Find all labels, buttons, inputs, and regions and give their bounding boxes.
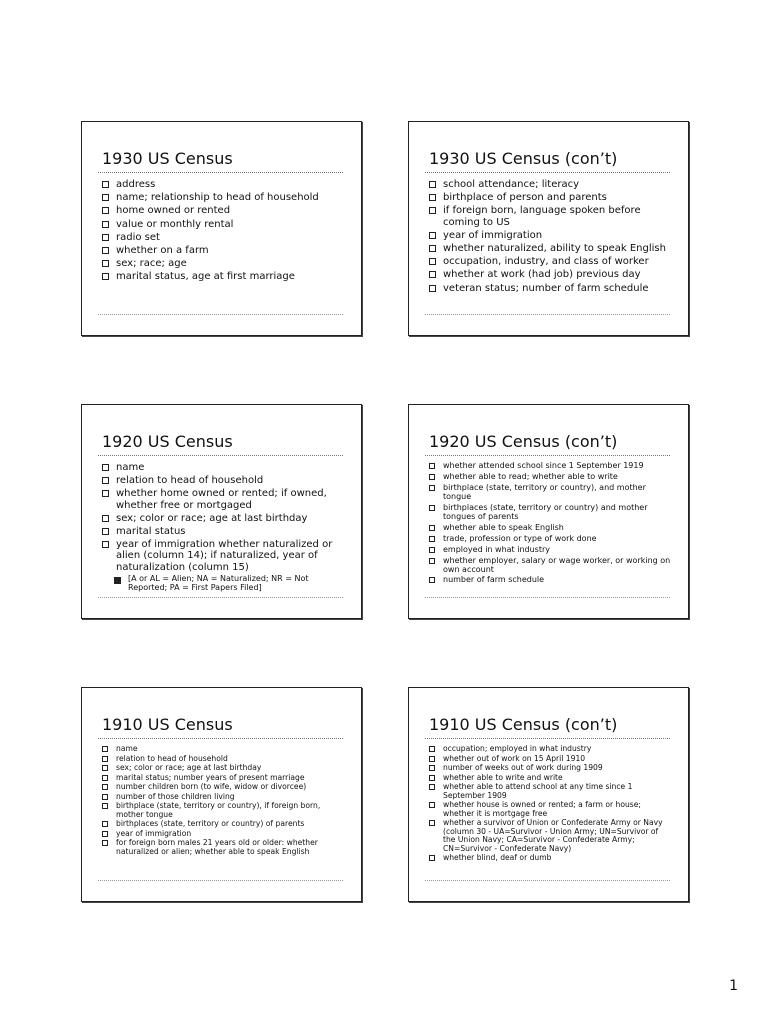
checkbox-bullet-icon (102, 794, 108, 800)
list-item: whether naturalized, ability to speak English (429, 243, 672, 254)
list-item: birthplace (state, territory or country), if foreign born, mother tongue (102, 802, 345, 819)
list-item: number of those children living (102, 793, 345, 802)
checkbox-bullet-icon (102, 515, 109, 522)
list-item: employed in what industry (429, 546, 672, 555)
list-item: marital status, age at first marriage (102, 271, 345, 282)
checkbox-bullet-icon (102, 181, 109, 188)
list-item: name (102, 462, 345, 473)
checkbox-bullet-icon (102, 207, 109, 214)
list-item: whether employer, salary or wage worker, or working on own account (429, 557, 672, 575)
checkbox-bullet-icon (429, 271, 436, 278)
slide-1930-census-cont (408, 121, 689, 336)
list-item: year of immigration (429, 230, 672, 241)
checkbox-bullet-icon (429, 775, 435, 781)
list-item: whether attended school since 1 September 1919 (429, 462, 672, 471)
checkbox-bullet-icon (102, 234, 109, 241)
slide-1910-census (81, 687, 362, 902)
list-item: value or monthly rental (102, 219, 345, 230)
sub-list-item: [A or AL = Alien; NA = Naturalized; NR = Not Reported; PA = First Papers Filed] (102, 575, 345, 593)
list-item: for foreign born males 21 years old or older: whether naturalized or alien; whether able to speak English (102, 839, 345, 856)
checkbox-bullet-icon (102, 194, 109, 201)
checkbox-bullet-icon (429, 746, 435, 752)
checkbox-bullet-icon (429, 558, 435, 564)
checkbox-bullet-icon (102, 840, 108, 846)
list-item: year of immigration (102, 830, 345, 839)
footer-divider (425, 597, 670, 598)
footer-divider (425, 880, 670, 881)
slide-title: 1920 US Census (102, 432, 233, 451)
list-item: veteran status; number of farm schedule (429, 283, 672, 294)
list-item: whether blind, deaf or dumb (429, 854, 672, 863)
list-item: whether at work (had job) previous day (429, 269, 672, 280)
list-item: birthplace of person and parents (429, 192, 672, 203)
title-divider (98, 738, 343, 739)
slide-title: 1910 US Census (102, 715, 233, 734)
checkbox-bullet-icon (102, 221, 109, 228)
page-number: 1 (729, 978, 738, 994)
slide-1930-census (81, 121, 362, 336)
footer-divider (98, 597, 343, 598)
slide-1920-census (81, 404, 362, 619)
checkbox-bullet-icon (102, 541, 109, 548)
bullet-list (102, 179, 345, 285)
square-bullet-icon (114, 577, 121, 584)
checkbox-bullet-icon (102, 528, 109, 535)
checkbox-bullet-icon (429, 577, 435, 583)
list-item: name (102, 745, 345, 754)
list-item: number children born (to wife, widow or divorcee) (102, 783, 345, 792)
checkbox-bullet-icon (102, 803, 108, 809)
list-item: birthplaces (state, territory or country) and mother tongues of parents (429, 504, 672, 522)
checkbox-bullet-icon (429, 525, 435, 531)
checkbox-bullet-icon (429, 258, 436, 265)
bullet-list (102, 745, 345, 857)
list-item: birthplaces (state, territory or country) of parents (102, 820, 345, 829)
list-item: trade, profession or type of work done (429, 535, 672, 544)
checkbox-bullet-icon (102, 490, 109, 497)
checkbox-bullet-icon (102, 831, 108, 837)
footer-divider (98, 880, 343, 881)
checkbox-bullet-icon (102, 765, 108, 771)
checkbox-bullet-icon (429, 820, 435, 826)
list-item: address (102, 179, 345, 190)
list-item: relation to head of household (102, 475, 345, 486)
checkbox-bullet-icon (429, 547, 435, 553)
slide-1920-census-cont (408, 404, 689, 619)
list-item: whether on a farm (102, 245, 345, 256)
list-item: if foreign born, language spoken before coming to US (429, 205, 672, 227)
list-item: radio set (102, 232, 345, 243)
checkbox-bullet-icon (429, 536, 435, 542)
checkbox-bullet-icon (429, 474, 435, 480)
checkbox-bullet-icon (102, 784, 108, 790)
title-divider (98, 172, 343, 173)
checkbox-bullet-icon (429, 756, 435, 762)
checkbox-bullet-icon (102, 756, 108, 762)
checkbox-bullet-icon (429, 245, 436, 252)
list-item: whether able to write and write (429, 774, 672, 783)
title-divider (425, 455, 670, 456)
list-item: sex; race; age (102, 258, 345, 269)
list-item: occupation, industry, and class of worker (429, 256, 672, 267)
list-item: birthplace (state, territory or country), and mother tongue (429, 484, 672, 502)
checkbox-bullet-icon (102, 477, 109, 484)
footer-divider (425, 314, 670, 315)
checkbox-bullet-icon (429, 232, 436, 239)
bullet-list (102, 462, 345, 595)
checkbox-bullet-icon (429, 463, 435, 469)
checkbox-bullet-icon (429, 194, 436, 201)
checkbox-bullet-icon (429, 207, 436, 214)
checkbox-bullet-icon (429, 505, 435, 511)
list-item: sex; color or race; age at last birthday (102, 764, 345, 773)
list-item: relation to head of household (102, 755, 345, 764)
list-item: name; relationship to head of household (102, 192, 345, 203)
list-item: whether home owned or rented; if owned, whether free or mortgaged (102, 488, 345, 510)
title-divider (425, 172, 670, 173)
list-item: home owned or rented (102, 205, 345, 216)
slide-title: 1910 US Census (con’t) (429, 715, 618, 734)
list-item: whether house is owned or rented; a farm or house; whether it is mortgage free (429, 801, 672, 818)
list-item: whether able to speak English (429, 524, 672, 533)
bullet-list (429, 179, 672, 296)
slide-title: 1930 US Census (102, 149, 233, 168)
checkbox-bullet-icon (429, 765, 435, 771)
checkbox-bullet-icon (429, 181, 436, 188)
bullet-list (429, 462, 672, 587)
list-item: occupation; employed in what industry (429, 745, 672, 754)
bullet-list (429, 745, 672, 864)
slide-title: 1930 US Census (con’t) (429, 149, 618, 168)
checkbox-bullet-icon (429, 285, 436, 292)
list-item: sex; color or race; age at last birthday (102, 513, 345, 524)
checkbox-bullet-icon (429, 855, 435, 861)
list-item: marital status; number years of present marriage (102, 774, 345, 783)
slide-1910-census-cont (408, 687, 689, 902)
list-item: number of farm schedule (429, 576, 672, 585)
list-item: whether a survivor of Union or Confederate Army or Navy (column 30 - UA=Survivor - Union Army; UN=Survivor of the Union Navy; CA=Survivor - Confederate Army; CN=Survivor - Confederate Navy) (429, 819, 672, 853)
list-item: school attendance; literacy (429, 179, 672, 190)
list-item: whether able to read; whether able to write (429, 473, 672, 482)
list-item: whether able to attend school at any time since 1 September 1909 (429, 783, 672, 800)
title-divider (425, 738, 670, 739)
list-item: whether out of work on 15 April 1910 (429, 755, 672, 764)
checkbox-bullet-icon (102, 260, 109, 267)
slide-title: 1920 US Census (con’t) (429, 432, 618, 451)
list-item: number of weeks out of work during 1909 (429, 764, 672, 773)
list-item: year of immigration whether naturalized or alien (column 14); if naturalized, year of naturalization (column 15) (102, 539, 345, 573)
checkbox-bullet-icon (429, 784, 435, 790)
checkbox-bullet-icon (102, 464, 109, 471)
title-divider (98, 455, 343, 456)
checkbox-bullet-icon (429, 802, 435, 808)
checkbox-bullet-icon (102, 247, 109, 254)
checkbox-bullet-icon (102, 273, 109, 280)
list-item: marital status (102, 526, 345, 537)
checkbox-bullet-icon (102, 775, 108, 781)
checkbox-bullet-icon (102, 821, 108, 827)
footer-divider (98, 314, 343, 315)
checkbox-bullet-icon (102, 746, 108, 752)
checkbox-bullet-icon (429, 485, 435, 491)
